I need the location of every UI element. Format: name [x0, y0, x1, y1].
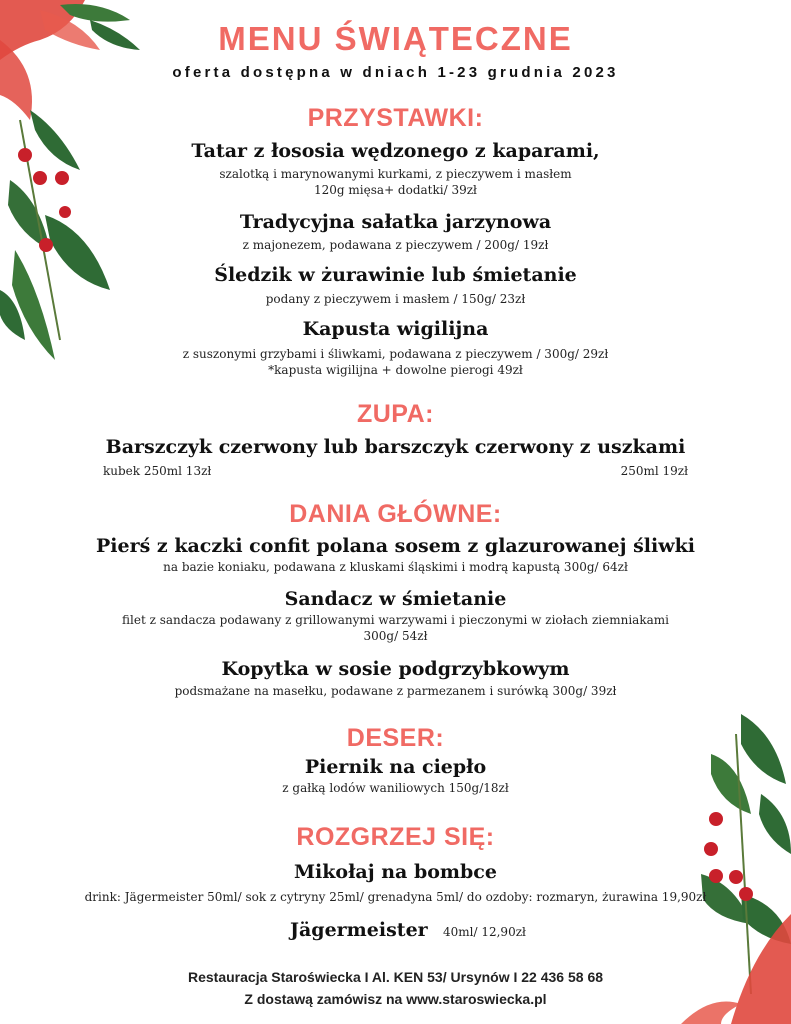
dish-name: Jägermeister: [290, 919, 428, 941]
dish-price-left: kubek 250ml 13zł: [103, 464, 212, 478]
dish-name: Kopytka w sosie podgrzybkowym: [221, 658, 570, 680]
dish-name: Tatar z łososia wędzonego z kaparami,: [191, 140, 600, 162]
dish-price: 40ml/ 12,90zł: [443, 925, 526, 939]
dish-name: Sandacz w śmietanie: [284, 588, 507, 610]
dish-description: podsmażane na masełku, podawane z parmezanem i surówką 300g/ 39zł: [174, 684, 617, 698]
dish-description: z majonezem, podawana z pieczywem / 200g/ 19zł: [242, 238, 549, 252]
footer-address: Restauracja Staroświecka I Al. KEN 53/ Ursynów I 22 436 58 68: [187, 969, 604, 985]
menu-subtitle: oferta dostępna w dniach 1-23 grudnia 2023: [172, 64, 619, 81]
dish-name: Barszczyk czerwony lub barszczyk czerwony z uszkami: [105, 436, 686, 458]
section-title-przystawki: PRZYSTAWKI:: [307, 104, 484, 132]
dish-price: 300g/ 54zł: [363, 629, 428, 643]
dish-name: Kapusta wigilijna: [302, 318, 489, 340]
section-title-zupa: ZUPA:: [356, 400, 435, 428]
section-title-rozgrzej: ROZGRZEJ SIĘ:: [296, 823, 495, 851]
dish-description: szalotką i marynowanymi kurkami, z pieczywem i masłem: [219, 167, 572, 181]
dish-name: Śledzik w żurawinie lub śmietanie: [214, 264, 577, 286]
footer-website: Z dostawą zamówisz na www.staroswiecka.pl: [244, 991, 547, 1007]
dish-description: na bazie koniaku, podawana z kluskami śląskimi i modrą kapustą 300g/ 64zł: [163, 560, 628, 574]
dish-price-right: 250ml 19zł: [620, 464, 688, 478]
dish-description: z suszonymi grzybami i śliwkami, podawana z pieczywem / 300g/ 29zł: [182, 347, 609, 361]
dish-name: Tradycyjna sałatka jarzynowa: [239, 211, 552, 233]
section-title-deser: DESER:: [346, 724, 445, 752]
dish-note: *kapusta wigilijna + dowolne pierogi 49zł: [268, 363, 523, 377]
dish-name: Pierś z kaczki confit polana sosem z glazurowanej śliwki: [96, 535, 695, 557]
section-title-dania: DANIA GŁÓWNE:: [289, 500, 502, 528]
dish-price: 120g mięsa+ dodatki/ 39zł: [314, 183, 477, 197]
dish-description: drink: Jägermeister 50ml/ sok z cytryny 25ml/ grenadyna 5ml/ do ozdoby: rozmaryn, żurawina 19,90zł: [84, 890, 707, 904]
dish-name: Piernik na ciepło: [304, 756, 487, 778]
dish-description: filet z sandacza podawany z grillowanymi warzywami i pieczonymi w ziołach ziemniakami: [122, 613, 669, 627]
dish-description: z gałką lodów waniliowych 150g/18zł: [282, 781, 509, 795]
dish-description: podany z pieczywem i masłem / 150g/ 23zł: [265, 292, 526, 306]
dish-name: Mikołaj na bombce: [294, 861, 497, 883]
menu-title: MENU ŚWIĄTECZNE: [218, 20, 573, 57]
